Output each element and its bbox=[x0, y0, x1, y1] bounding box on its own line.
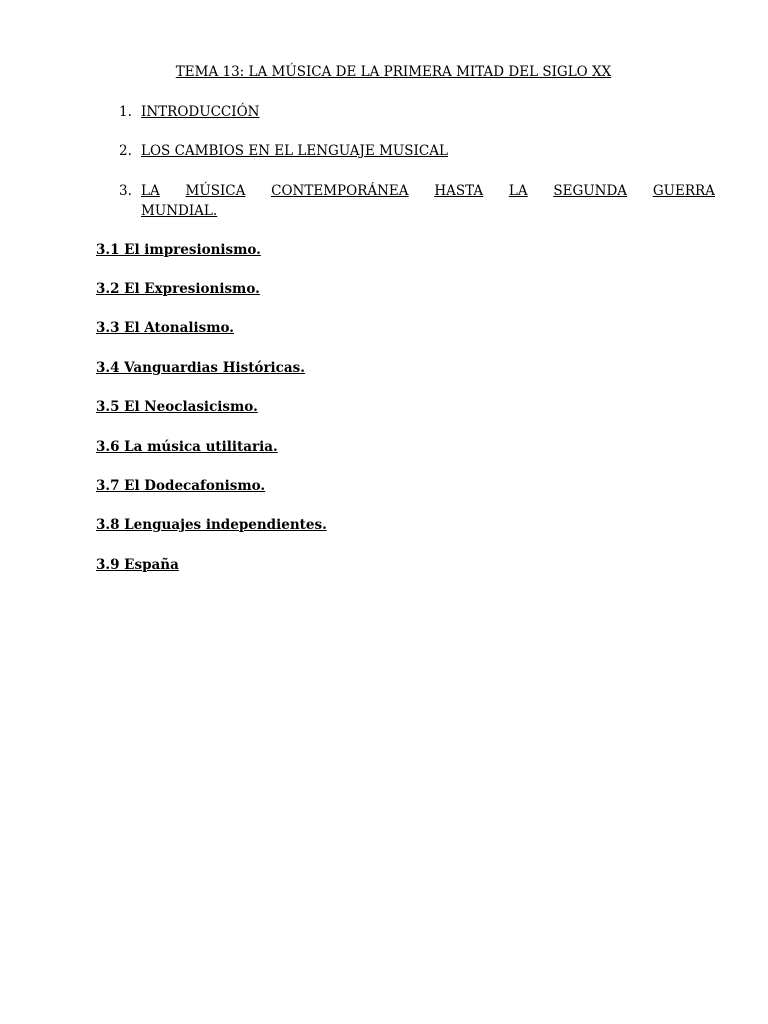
subsection-3-4: 3.4 Vanguardias Históricas. bbox=[96, 360, 305, 376]
subsection-3-5: 3.5 El Neoclasicismo. bbox=[96, 399, 258, 415]
section-label-word: HASTA bbox=[434, 183, 484, 199]
section-label bbox=[141, 181, 715, 221]
subsection-3-8: 3.8 Lenguajes independientes. bbox=[96, 517, 327, 533]
section-number: 3. bbox=[119, 183, 132, 199]
section-number: 1. bbox=[119, 104, 132, 120]
section-label-word: CONTEMPORÁNEA bbox=[271, 183, 409, 199]
section-label-line-1 bbox=[141, 181, 715, 201]
subsection-3-1: 3.1 El impresionismo. bbox=[96, 242, 261, 258]
section-label-word: LA bbox=[141, 183, 160, 199]
section-label-word: GUERRA bbox=[652, 183, 715, 199]
subsection-3-7: 3.7 El Dodecafonismo. bbox=[96, 478, 266, 494]
section-label-word: MÚSICA bbox=[185, 183, 246, 199]
subsection-3-3: 3.3 El Atonalismo. bbox=[96, 320, 234, 336]
subsection-3-9: 3.9 España bbox=[96, 557, 179, 573]
section-label-word: LA bbox=[508, 183, 528, 199]
subsection-3-6: 3.6 La música utilitaria. bbox=[96, 439, 278, 455]
section-label: LOS CAMBIOS EN EL LENGUAJE MUSICAL bbox=[141, 143, 448, 159]
section-label-word: SEGUNDA bbox=[553, 183, 628, 199]
document-title: TEMA 13: LA MÚSICA DE LA PRIMERA MITAD DEL SIGLO XX bbox=[175, 64, 612, 80]
section-number: 2. bbox=[119, 143, 132, 159]
subsection-3-2: 3.2 El Expresionismo. bbox=[96, 281, 260, 297]
section-label: INTRODUCCIÓN bbox=[141, 104, 260, 120]
section-label-line-2: MUNDIAL. bbox=[141, 203, 218, 219]
